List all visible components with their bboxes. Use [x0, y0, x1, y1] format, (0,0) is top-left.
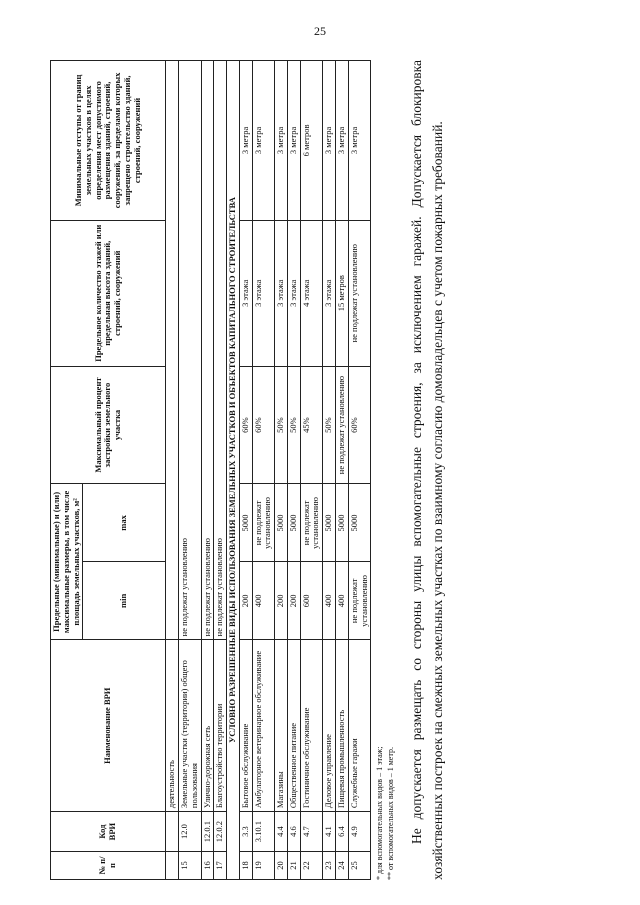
section-row: [227, 61, 240, 880]
row-code: 6.4: [336, 812, 349, 852]
header-setback: Минимальные отступы от границ земельных участков в целях определения мест допустимого размещения зданий, строений, сооружений, за пределами которых запрещено строительство зданий, строений, сооружений: [51, 61, 166, 221]
row-merged-value: не подлежат установлению: [201, 61, 214, 640]
row-max: не подлежат установлению: [252, 484, 275, 562]
row-floors: 3 этажа: [252, 220, 275, 366]
row-floors: 3 этажа: [287, 220, 300, 366]
footnote: ** от вспомогательных видов – 1 метр.: [386, 747, 396, 880]
row-min: 400: [252, 562, 275, 640]
header-num: № п/п: [51, 852, 166, 880]
rotated-content: [50, 60, 610, 880]
row-min: 400: [336, 562, 349, 640]
row-floors: 4 этажа: [300, 220, 323, 366]
header-size-group: Предельные (минимальные) и (или) максимальные размеры, в том числе площадь земельных участков, м²: [51, 484, 83, 640]
row-code: 4.9: [348, 812, 371, 852]
header-percent: Максимальный процент застройки земельного участка: [51, 366, 166, 484]
row-percent: 60%: [239, 366, 252, 484]
row-setback: 3 метра: [336, 61, 349, 221]
row-min: 200: [239, 562, 252, 640]
header-max: max: [83, 484, 166, 562]
row-percent: 60%: [348, 366, 371, 484]
row-number: 25: [348, 852, 371, 880]
row-floors: 3 этажа: [323, 220, 336, 366]
header-min: min: [83, 562, 166, 640]
header-floors: Предельное количество этажей или предельная высота зданий, строений, сооружений: [51, 220, 166, 366]
row-max: 5000: [336, 484, 349, 562]
row-min: 200: [287, 562, 300, 640]
row-code: 12.0.2: [214, 812, 227, 852]
row-code: 4.1: [323, 812, 336, 852]
row-name: Земельные участки (территории) общего пользования: [179, 640, 202, 812]
row-number: 23: [323, 852, 336, 880]
row-code: 4.4: [275, 812, 288, 852]
table-row: [179, 61, 202, 880]
row-code: 4.7: [300, 812, 323, 852]
row-setback: 3 метра: [287, 61, 300, 221]
row-name: Деловое управление: [323, 640, 336, 812]
header-row: [51, 61, 83, 880]
regulations-table: [50, 60, 371, 880]
table-row: [323, 61, 336, 880]
row-name: Благоустройство территории: [214, 640, 227, 812]
row-number: 24: [336, 852, 349, 880]
row-min: 400: [323, 562, 336, 640]
footnotes: [375, 60, 397, 880]
footnote: * для вспомогательных видов – 1 этаж;: [375, 746, 385, 880]
row-percent: не подлежат установлению: [336, 366, 349, 484]
row-code: 12.0.1: [201, 812, 214, 852]
section-title: УСЛОВНО РАЗРЕШЕННЫЕ ВИДЫ ИСПОЛЬЗОВАНИЯ ЗЕМЕЛЬНЫХ УЧАСТКОВ И ОБЪЕКТОВ КАПИТАЛЬНОГО СТРОИТЕЛЬСТВА: [227, 61, 240, 880]
table-body: [166, 61, 371, 880]
row-percent: 50%: [275, 366, 288, 484]
row-max: 5000: [239, 484, 252, 562]
table-row: [252, 61, 275, 880]
row-setback: 3 метра: [252, 61, 275, 221]
row-setback: 3 метра: [239, 61, 252, 221]
row-max: 5000: [287, 484, 300, 562]
row-number: 19: [252, 852, 275, 880]
table-row: [166, 61, 179, 880]
row-floors: 15 метров: [336, 220, 349, 366]
row-number: 15: [179, 852, 202, 880]
row-name: Общественное питание: [287, 640, 300, 812]
row-max: 5000: [323, 484, 336, 562]
paragraph: Не допускается размещать со стороны улицы вспомогательные строения, за исключением гаражей. Допускается блокировка хозяйственных построек на смежных земельных участках по взаимному согласию домовладельцев с учетом пожарных требований.: [408, 60, 445, 880]
top-fragment: деятельность: [166, 640, 179, 812]
row-name: Пищевая промышленность: [336, 640, 349, 812]
row-min: не подлежат установлению: [348, 562, 371, 640]
row-code: 3.3: [239, 812, 252, 852]
row-code: 3.10.1: [252, 812, 275, 852]
row-percent: 45%: [300, 366, 323, 484]
row-name: Бытовое обслуживание: [239, 640, 252, 812]
row-name: Служебные гаражи: [348, 640, 371, 812]
row-setback: 3 метра: [348, 61, 371, 221]
row-max: 5000: [275, 484, 288, 562]
table-row: [300, 61, 323, 880]
row-percent: 50%: [323, 366, 336, 484]
row-setback: 3 метра: [275, 61, 288, 221]
table-row: [214, 61, 227, 880]
row-merged-value: не подлежат установлению: [214, 61, 227, 640]
row-number: 16: [201, 852, 214, 880]
row-name: Гостиничное обслуживание: [300, 640, 323, 812]
table-row: [336, 61, 349, 880]
row-percent: 50%: [287, 366, 300, 484]
row-number: 17: [214, 852, 227, 880]
row-percent: 60%: [252, 366, 275, 484]
row-floors: 3 этажа: [239, 220, 252, 366]
row-setback: 6 метров: [300, 61, 323, 221]
row-name: Амбулаторное ветеринарное обслуживание: [252, 640, 275, 812]
table-row: [287, 61, 300, 880]
row-code: 12.0: [179, 812, 202, 852]
row-min: 200: [275, 562, 288, 640]
row-min: 600: [300, 562, 323, 640]
row-merged-value: не подлежат установлению: [179, 61, 202, 640]
row-number: 18: [239, 852, 252, 880]
row-number: 20: [275, 852, 288, 880]
table-row: [348, 61, 371, 880]
row-name: Магазины: [275, 640, 288, 812]
row-max: не подлежат установлению: [300, 484, 323, 562]
row-name: Улично-дорожная сеть: [201, 640, 214, 812]
row-setback: 3 метра: [323, 61, 336, 221]
header-name: Наименование ВРИ: [51, 640, 166, 812]
row-code: 4.6: [287, 812, 300, 852]
row-number: 22: [300, 852, 323, 880]
table-row: [201, 61, 214, 880]
row-number: 21: [287, 852, 300, 880]
row-floors: не подлежат установлению: [348, 220, 371, 366]
row-floors: 3 этажа: [275, 220, 288, 366]
header-code: Код ВРИ: [51, 812, 166, 852]
table-row: [275, 61, 288, 880]
table-row: [239, 61, 252, 880]
page-number: 25: [314, 24, 326, 38]
row-max: 5000: [348, 484, 371, 562]
